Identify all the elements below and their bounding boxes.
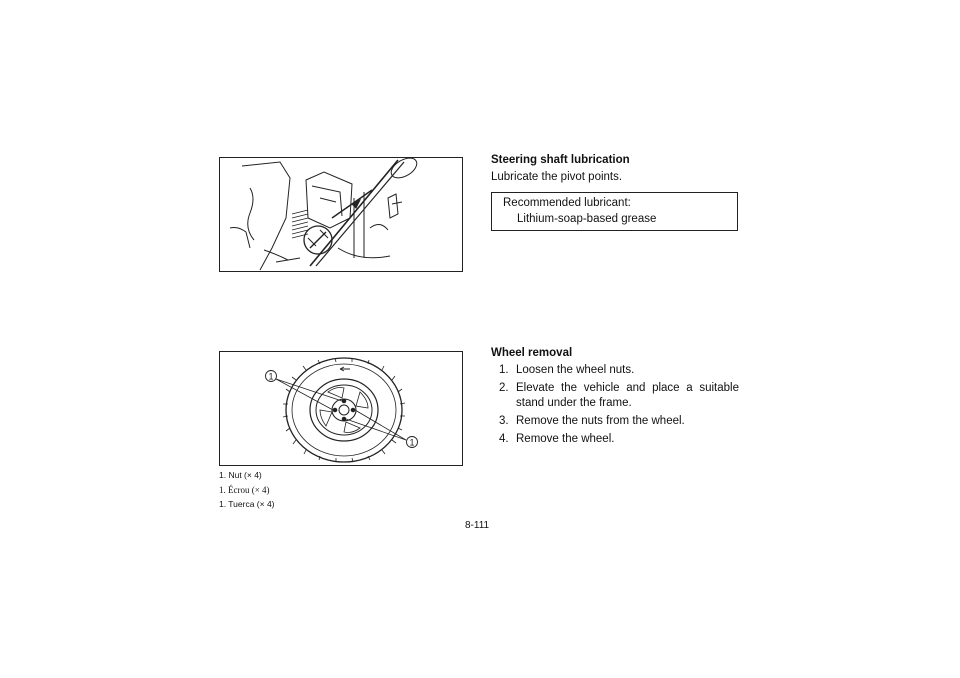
lubricant-box [491, 192, 738, 231]
callout-1-bottom: 1 [409, 437, 415, 448]
steering-heading: Steering shaft lubrication [491, 154, 630, 166]
callout-1-top: 1 [268, 371, 274, 382]
steering-shaft-figure [219, 157, 463, 272]
steering-body: Lubricate the pivot points. [491, 171, 623, 183]
step-2 [491, 381, 739, 411]
lubricant-value: Lithium-soap-based grease [517, 213, 657, 225]
wheel-steps [491, 363, 739, 450]
lubricant-label: Recommended lubricant: [503, 197, 631, 209]
caption-spanish: 1. Tuerca (× 4) [219, 499, 275, 509]
figure-captions [219, 468, 275, 512]
step-3 [491, 414, 739, 429]
wheel-heading: Wheel removal [491, 347, 573, 359]
wheel-illustration [220, 352, 462, 465]
step-4 [491, 432, 739, 447]
step-number: 3. [499, 415, 509, 427]
step-number: 1. [499, 364, 509, 376]
caption-french: 1. Écrou (× 4) [219, 484, 270, 495]
step-text: Remove the wheel. [516, 433, 615, 445]
step-text: Elevate the vehicle and place a suitable stand under the frame. [516, 382, 739, 409]
step-1 [491, 363, 739, 378]
step-number: 2. [499, 382, 509, 394]
step-text: Remove the nuts from the wheel. [516, 415, 685, 427]
step-number: 4. [499, 433, 509, 445]
caption-english: 1. Nut (× 4) [219, 470, 262, 480]
step-text: Loosen the wheel nuts. [516, 364, 635, 376]
steering-shaft-illustration [220, 158, 462, 271]
wheel-figure [219, 351, 463, 466]
page-number: 8-111 [465, 520, 490, 531]
